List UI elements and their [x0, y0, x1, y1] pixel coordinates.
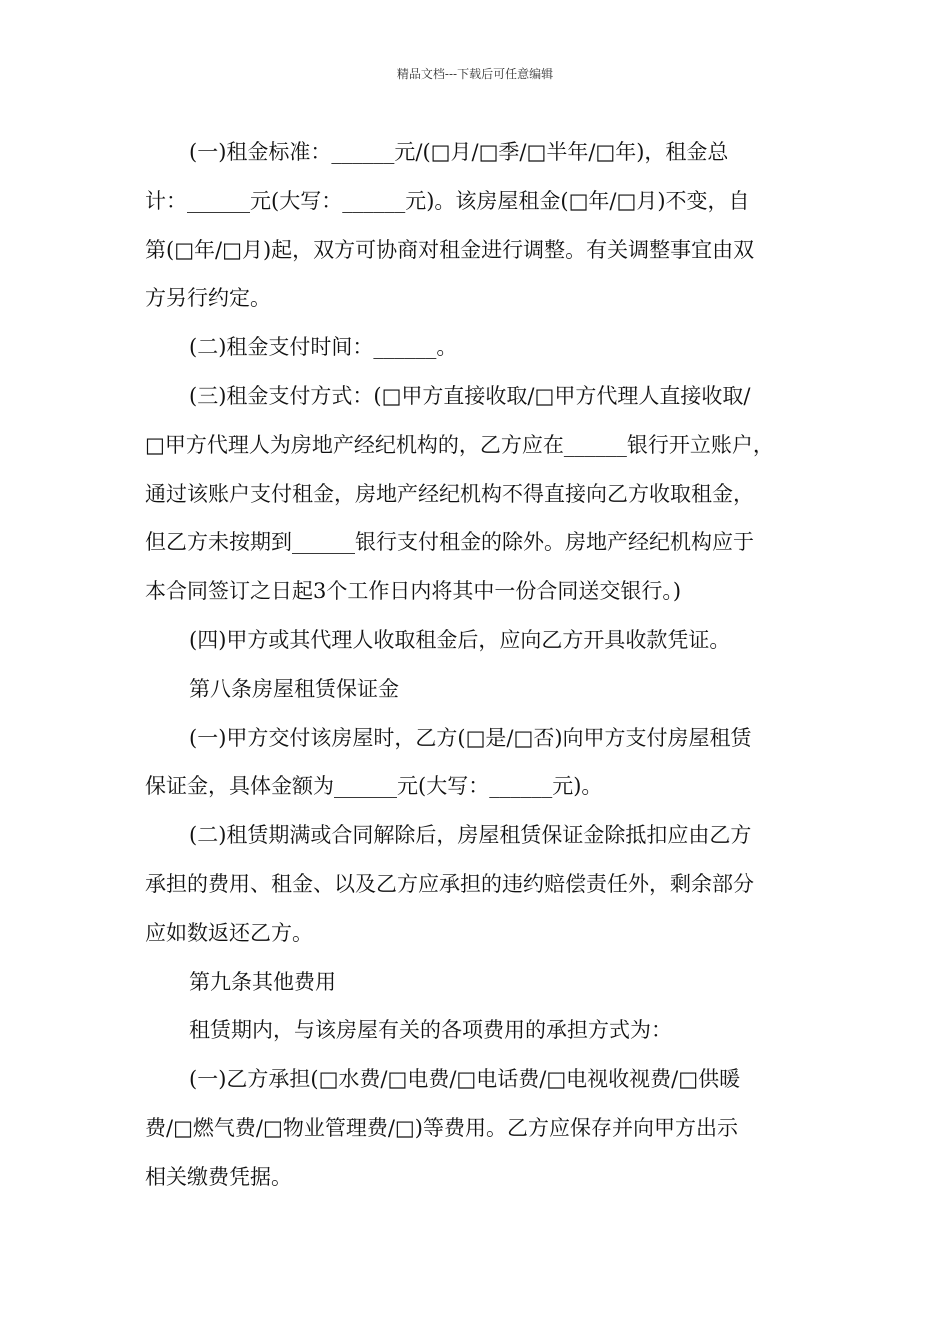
- body-line: (二)租金支付时间：______。: [189, 335, 458, 360]
- page-header: 精品文档---下载后可任意编辑: [396, 67, 554, 81]
- body-line: (一)乙方承担(□水费/□电费/□电话费/□电视收视费/□供暖: [189, 1067, 741, 1092]
- body-line: 计：______元(大写：______元)。该房屋租金(□年/□月)不变，自: [145, 188, 750, 213]
- body-line: □甲方代理人为房地产经纪机构的，乙方应在______银行开立账户，: [145, 432, 774, 457]
- body-line: (一)租金标准：______元/(□月/□季/□半年/□年)，租金总: [189, 140, 729, 164]
- body-line: 应如数返还乙方。: [145, 920, 313, 945]
- body-line: 方另行约定。: [145, 286, 271, 311]
- body-line: 保证金，具体金额为______元(大写：______元)。: [145, 774, 603, 799]
- body-line: (二)租赁期满或合同解除后，房屋租赁保证金除抵扣应由乙方: [189, 823, 752, 848]
- body-line: 第九条其他费用: [189, 969, 336, 994]
- body-line: (四)甲方或其代理人收取租金后，应向乙方开具收款凭证。: [189, 627, 731, 652]
- body-line: 第(□年/□月)起，双方可协商对租金进行调整。有关调整事宜由双: [145, 237, 755, 262]
- body-line: 通过该账户支付租金，房地产经纪机构不得直接向乙方收取租金，: [145, 481, 754, 506]
- body-line: (三)租金支付方式：(□甲方直接收取/□甲方代理人直接收取/: [189, 383, 751, 408]
- body-line: 费/□燃气费/□物业管理费/□)等费用。乙方应保存并向甲方出示: [145, 1115, 738, 1140]
- body-line: (一)甲方交付该房屋时，乙方(□是/□否)向甲方支付房屋租赁: [189, 725, 752, 750]
- body-line: 承担的费用、租金、以及乙方应承担的违约赔偿责任外，剩余部分: [145, 871, 754, 896]
- document-body: [145, 128, 817, 1202]
- body-line: 本合同签订之日起3个工作日内将其中一份合同送交银行。): [145, 579, 682, 604]
- body-line: 租赁期内，与该房屋有关的各项费用的承担方式为：: [189, 1018, 672, 1043]
- body-line: 但乙方未按期到______银行支付租金的除外。房地产经纪机构应于: [145, 530, 754, 555]
- body-line: 第八条房屋租赁保证金: [189, 676, 399, 701]
- body-line: 相关缴费凭据。: [145, 1164, 292, 1189]
